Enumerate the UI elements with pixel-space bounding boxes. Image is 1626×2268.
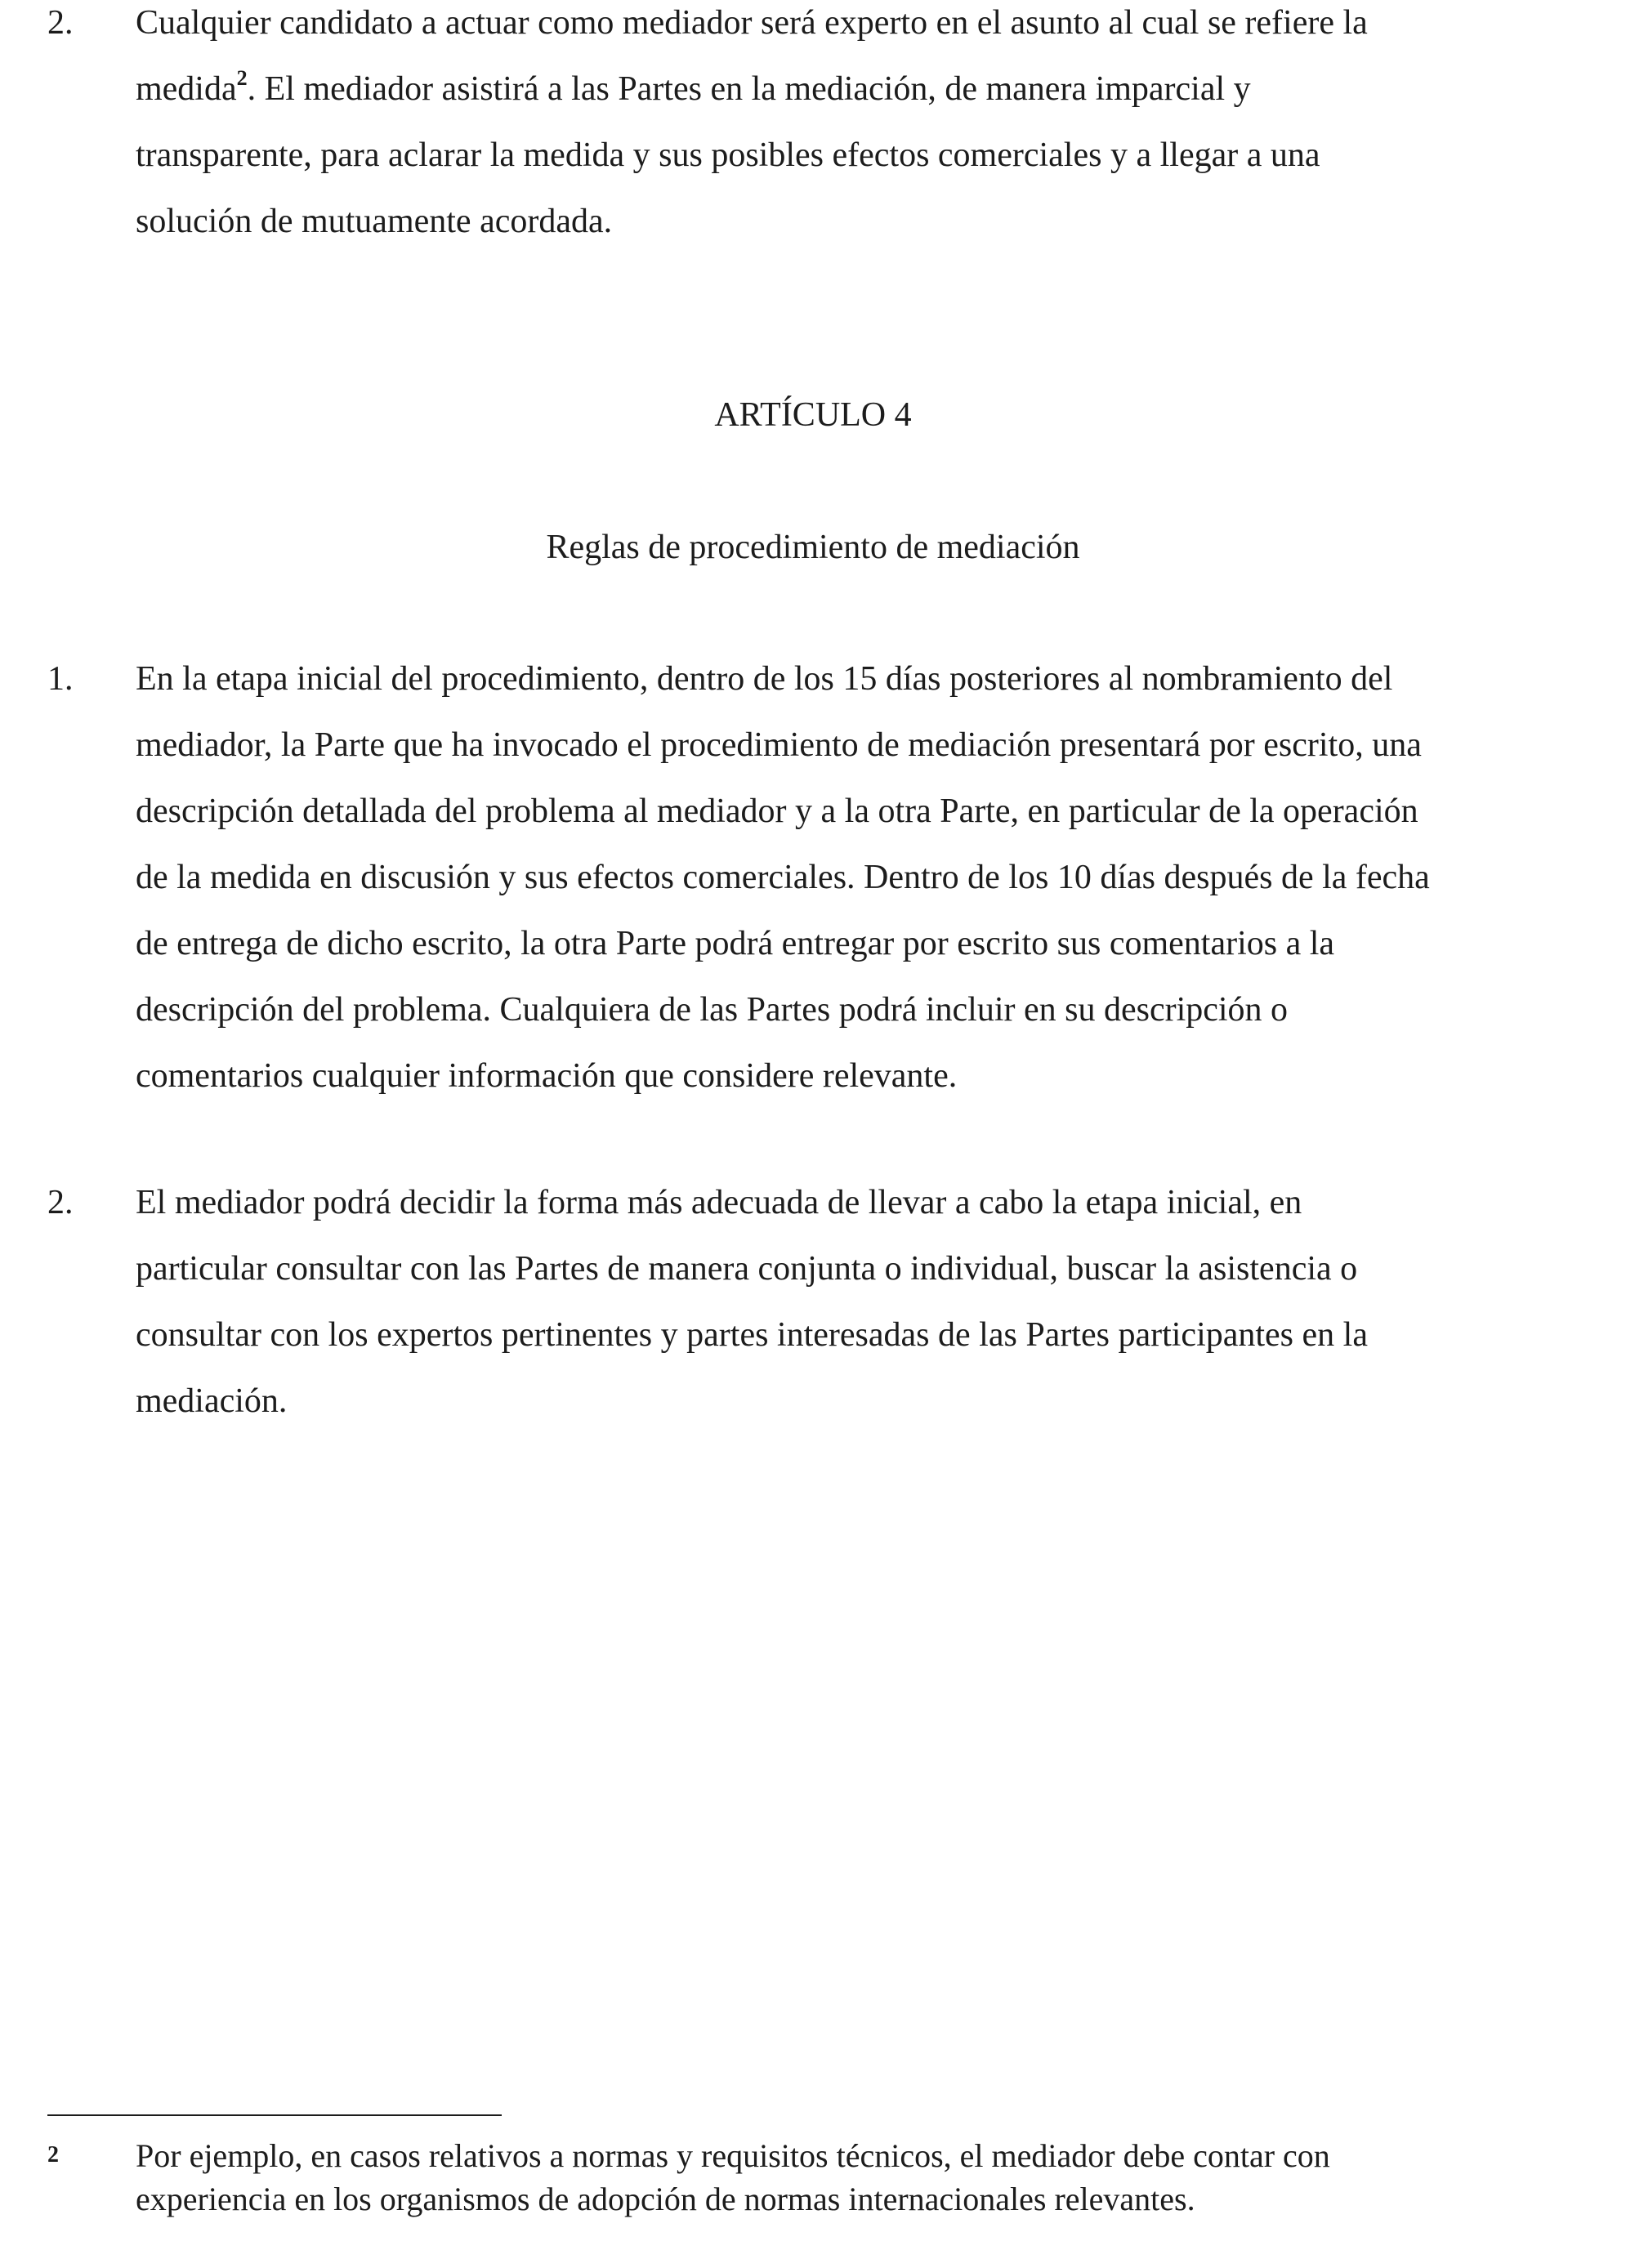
footnote-text (136, 2134, 1590, 2221)
paragraph-line: solución de mutuamente acordada. (136, 203, 613, 240)
article-heading: ARTÍCULO 4 (714, 396, 912, 434)
paragraph-line: mediador, la Parte que ha invocado el procedimiento de mediación presentará por escrito, una (136, 726, 1422, 764)
paragraph-number: 2. (47, 1184, 74, 1221)
paragraph-line: de la medida en discusión y sus efectos comerciales. Dentro de los 10 días después de la fecha (136, 859, 1430, 896)
paragraph-text (136, 1170, 1626, 1435)
footnote-separator (47, 2114, 502, 2116)
paragraph-line-with-footnote (136, 56, 1626, 123)
paragraph-number: 2. (47, 4, 74, 42)
paragraph-line: mediación. (136, 1382, 288, 1420)
paragraph-line: de entrega de dicho escrito, la otra Parte podrá entregar por escrito sus comentarios a la (136, 925, 1335, 962)
paragraph-1-initial-stage (47, 646, 1584, 1112)
paragraph-line: En la etapa inicial del procedimiento, dentro de los 15 días posteriores al nombramiento del (136, 660, 1393, 698)
paragraph-text-fragment: medida (136, 70, 237, 108)
paragraph-number: 1. (47, 660, 74, 698)
paragraph-line: transparente, para aclarar la medida y sus posibles efectos comerciales y a llegar a una (136, 136, 1320, 174)
paragraph-text (136, 0, 1626, 255)
paragraph-line: descripción del problema. Cualquiera de las Partes podrá incluir en su descripción o (136, 991, 1289, 1029)
paragraph-2-mediator-discretion (47, 1170, 1584, 1440)
paragraph-text-fragment: . El mediador asistirá a las Partes en la mediación, de manera imparcial y (247, 70, 1251, 108)
paragraph-line: particular consultar con las Partes de manera conjunta o individual, buscar la asistencia o (136, 1250, 1358, 1288)
footnote-line: experiencia en los organismos de adopción de normas internacionales relevantes. (136, 2181, 1195, 2217)
paragraph-line: El mediador podrá decidir la forma más adecuada de llevar a cabo la etapa inicial, en (136, 1184, 1302, 1221)
paragraph-2-mediator-expertise (47, 0, 1584, 260)
footnote-number: 2 (47, 2142, 59, 2168)
footnote-reference[interactable]: 2 (236, 66, 248, 90)
footnote-line: Por ejemplo, en casos relativos a normas y requisitos técnicos, el mediador debe contar con (136, 2137, 1330, 2174)
article-subheading: Reglas de procedimiento de mediación (546, 529, 1080, 566)
paragraph-text (136, 646, 1626, 1109)
paragraph-line: comentarios cualquier información que considere relevante. (136, 1057, 958, 1095)
paragraph-line: consultar con los expertos pertinentes y partes interesadas de las Partes participantes en la (136, 1316, 1368, 1354)
paragraph-line: Cualquier candidato a actuar como mediador será experto en el asunto al cual se refiere la (136, 4, 1368, 42)
paragraph-line: descripción detallada del problema al mediador y a la otra Parte, en particular de la operación (136, 792, 1418, 830)
